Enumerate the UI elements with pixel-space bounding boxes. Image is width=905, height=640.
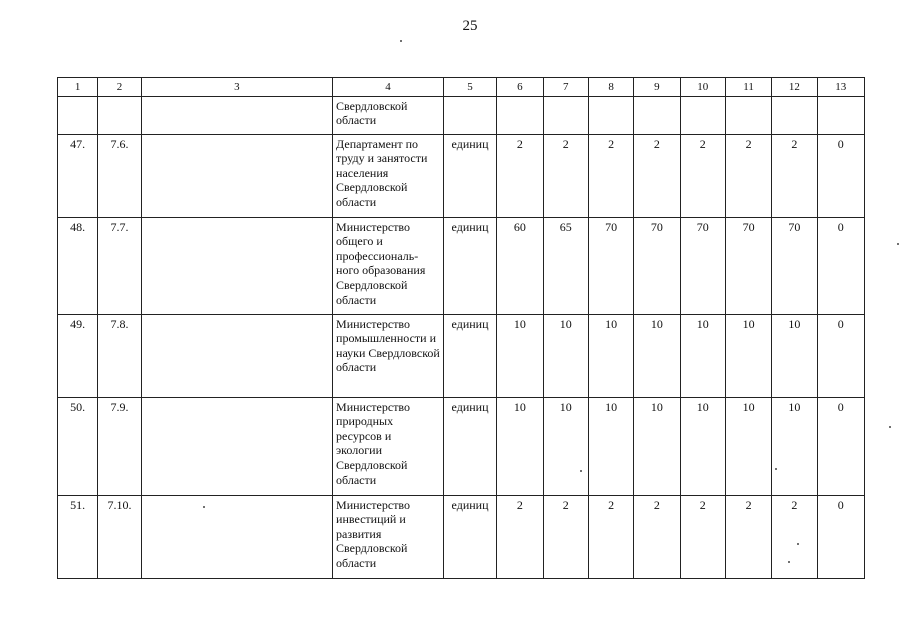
row-value: 70 bbox=[634, 217, 680, 314]
row-value: 2 bbox=[497, 495, 543, 578]
row-value: 10 bbox=[588, 397, 633, 495]
scan-speck bbox=[400, 40, 402, 42]
row-value: 2 bbox=[725, 134, 771, 217]
column-header: 6 bbox=[497, 78, 543, 97]
scan-speck bbox=[788, 561, 790, 563]
row-description bbox=[141, 134, 332, 217]
row-value: 2 bbox=[634, 495, 680, 578]
table-row bbox=[58, 397, 865, 495]
row-value bbox=[817, 96, 864, 134]
row-description bbox=[141, 397, 332, 495]
row-value bbox=[680, 96, 725, 134]
row-organization: Министерство промышленности и науки Свердловской области bbox=[333, 314, 444, 397]
row-value: 10 bbox=[725, 314, 771, 397]
scan-speck bbox=[889, 426, 891, 428]
row-number: 48. bbox=[58, 217, 98, 314]
row-value: 10 bbox=[772, 397, 817, 495]
row-organization: Министерство общего и профессиональ-ного образования Свердловской области bbox=[333, 217, 444, 314]
row-value: 2 bbox=[634, 134, 680, 217]
row-value bbox=[497, 96, 543, 134]
row-value: 2 bbox=[680, 495, 725, 578]
row-value: 2 bbox=[772, 495, 817, 578]
row-organization: Министерство инвестиций и развития Свердловской области bbox=[333, 495, 444, 578]
row-code: 7.10. bbox=[98, 495, 141, 578]
row-value bbox=[543, 96, 588, 134]
row-organization: Министерство природных ресурсов и экологии Свердловской области bbox=[333, 397, 444, 495]
row-value: 10 bbox=[680, 314, 725, 397]
row-value: 60 bbox=[497, 217, 543, 314]
scan-speck bbox=[897, 243, 899, 245]
row-number: 50. bbox=[58, 397, 98, 495]
row-value: 2 bbox=[588, 495, 633, 578]
table-row bbox=[58, 134, 865, 217]
row-value: 2 bbox=[543, 495, 588, 578]
row-number: 51. bbox=[58, 495, 98, 578]
row-value: 10 bbox=[725, 397, 771, 495]
column-header: 12 bbox=[772, 78, 817, 97]
row-description bbox=[141, 217, 332, 314]
column-header: 1 bbox=[58, 78, 98, 97]
column-header: 3 bbox=[141, 78, 332, 97]
row-value bbox=[772, 96, 817, 134]
row-value: 10 bbox=[772, 314, 817, 397]
table-row bbox=[58, 495, 865, 578]
row-unit: единиц bbox=[443, 134, 496, 217]
row-code: 7.8. bbox=[98, 314, 141, 397]
table-row bbox=[58, 217, 865, 314]
row-value: 2 bbox=[772, 134, 817, 217]
row-number: 49. bbox=[58, 314, 98, 397]
row-value: 10 bbox=[634, 314, 680, 397]
row-value: 10 bbox=[634, 397, 680, 495]
column-header: 9 bbox=[634, 78, 680, 97]
row-organization: Свердловской области bbox=[333, 96, 444, 134]
row-description bbox=[141, 314, 332, 397]
column-header: 7 bbox=[543, 78, 588, 97]
row-value bbox=[588, 96, 633, 134]
column-header: 2 bbox=[98, 78, 141, 97]
scan-speck bbox=[797, 543, 799, 545]
row-value: 0 bbox=[817, 314, 864, 397]
column-header: 13 bbox=[817, 78, 864, 97]
row-value: 10 bbox=[680, 397, 725, 495]
row-value: 0 bbox=[817, 397, 864, 495]
row-value: 2 bbox=[588, 134, 633, 217]
row-value: 70 bbox=[588, 217, 633, 314]
row-unit: единиц bbox=[443, 217, 496, 314]
column-header: 5 bbox=[443, 78, 496, 97]
row-value: 0 bbox=[817, 134, 864, 217]
column-header: 8 bbox=[588, 78, 633, 97]
row-description bbox=[141, 495, 332, 578]
column-header: 4 bbox=[333, 78, 444, 97]
row-code bbox=[98, 96, 141, 134]
row-unit: единиц bbox=[443, 314, 496, 397]
row-value: 10 bbox=[497, 314, 543, 397]
row-unit: единиц bbox=[443, 495, 496, 578]
row-organization: Департамент по труду и занятости населения Свердловской области bbox=[333, 134, 444, 217]
header-row bbox=[58, 78, 865, 97]
scan-speck bbox=[580, 470, 582, 472]
data-table bbox=[57, 77, 865, 579]
row-value: 2 bbox=[725, 495, 771, 578]
row-value: 70 bbox=[725, 217, 771, 314]
row-value: 2 bbox=[497, 134, 543, 217]
row-number bbox=[58, 96, 98, 134]
row-value bbox=[634, 96, 680, 134]
row-value: 2 bbox=[543, 134, 588, 217]
row-value bbox=[725, 96, 771, 134]
row-code: 7.6. bbox=[98, 134, 141, 217]
page-number: 25 bbox=[462, 18, 478, 34]
table-row bbox=[58, 314, 865, 397]
row-value: 10 bbox=[543, 314, 588, 397]
table-row bbox=[58, 96, 865, 134]
row-value: 0 bbox=[817, 217, 864, 314]
row-value: 65 bbox=[543, 217, 588, 314]
scan-speck bbox=[203, 506, 205, 508]
row-value: 10 bbox=[543, 397, 588, 495]
row-value: 10 bbox=[588, 314, 633, 397]
row-number: 47. bbox=[58, 134, 98, 217]
scan-speck bbox=[775, 468, 777, 470]
column-header: 10 bbox=[680, 78, 725, 97]
row-description bbox=[141, 96, 332, 134]
row-value: 10 bbox=[497, 397, 543, 495]
row-code: 7.7. bbox=[98, 217, 141, 314]
row-code: 7.9. bbox=[98, 397, 141, 495]
row-value: 70 bbox=[680, 217, 725, 314]
row-unit: единиц bbox=[443, 397, 496, 495]
row-unit bbox=[443, 96, 496, 134]
row-value: 2 bbox=[680, 134, 725, 217]
row-value: 70 bbox=[772, 217, 817, 314]
column-header: 11 bbox=[725, 78, 771, 97]
row-value: 0 bbox=[817, 495, 864, 578]
